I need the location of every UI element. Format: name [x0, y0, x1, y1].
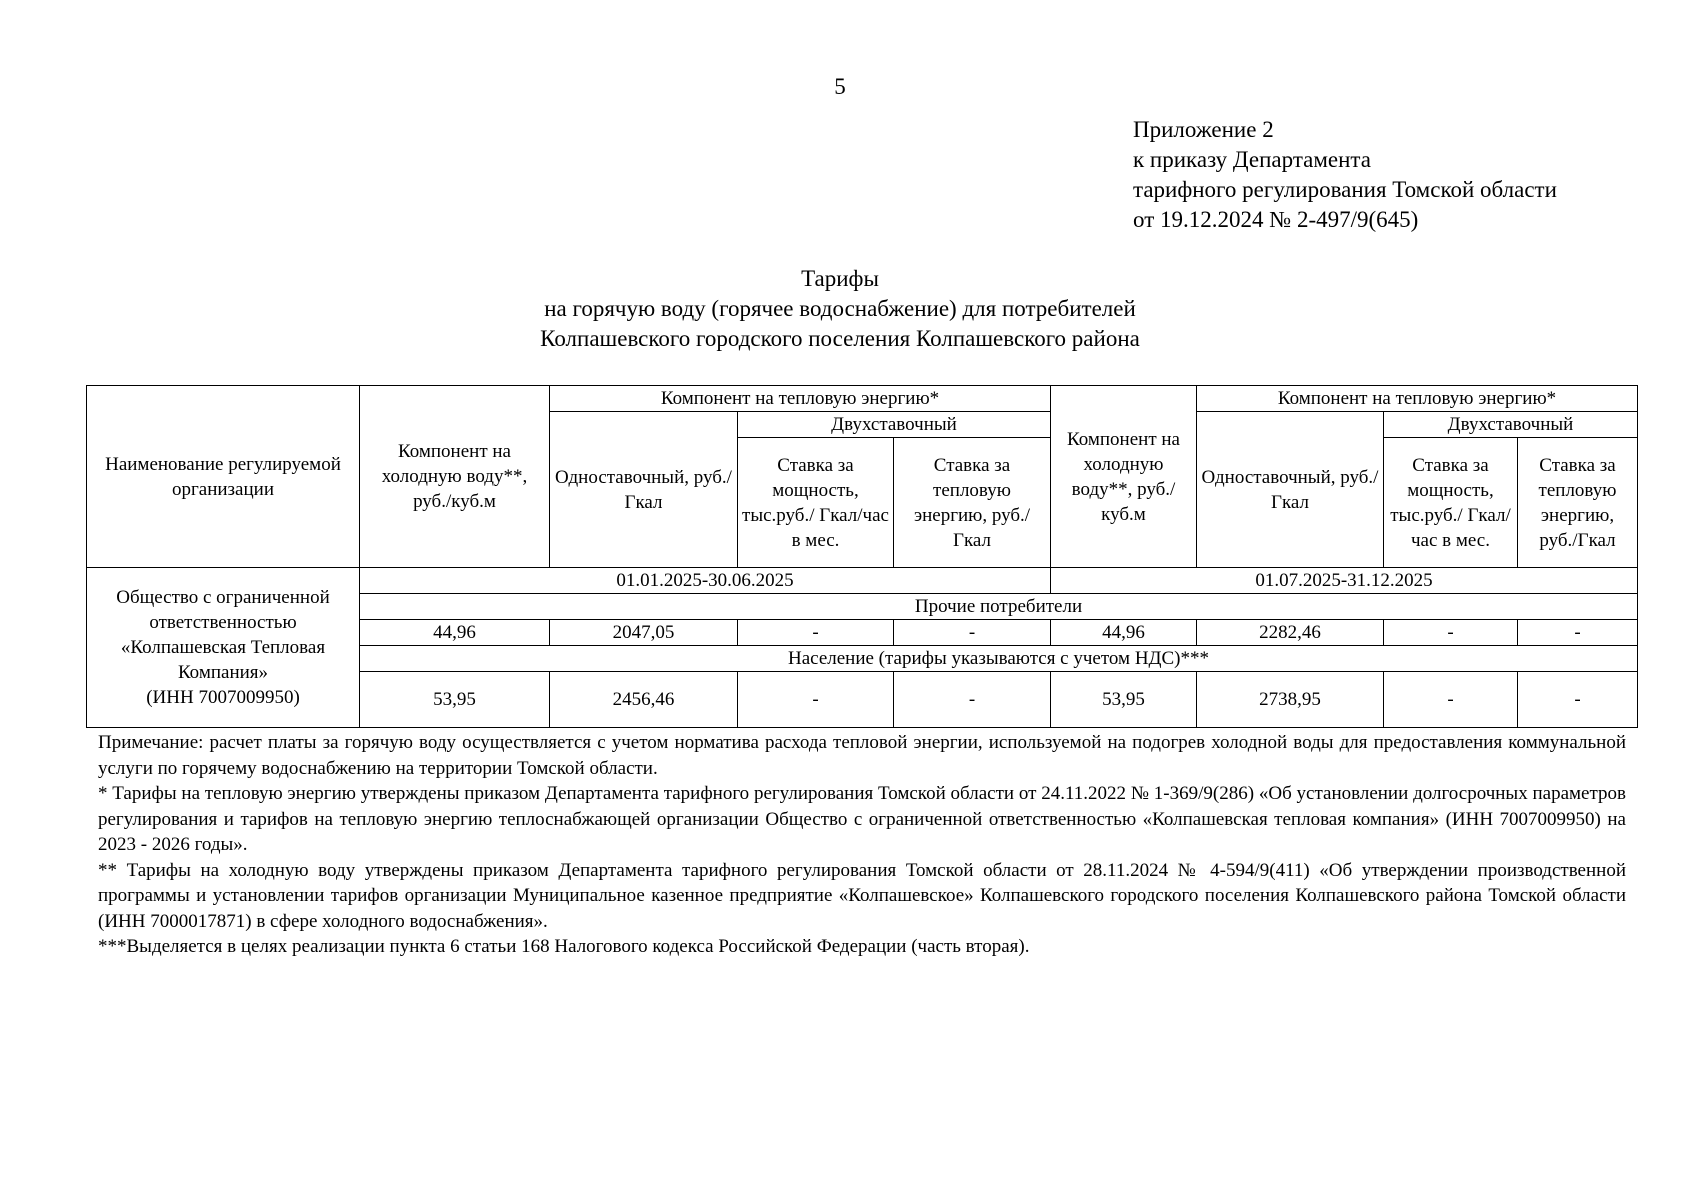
footnote-vat: ***Выделяется в целях реализации пункта 6 статьи 168 Налогового кодекса Российской Федерации (часть вторая). — [98, 936, 1030, 957]
header-org-name: Наименование регулируемой организации — [87, 386, 360, 568]
table-cell: 2047,05 — [550, 620, 738, 646]
table-cell: - — [1518, 620, 1638, 646]
header-heat-component-2: Компонент на тепловую энергию* — [1197, 386, 1638, 412]
header-two-rate: Двухставочный — [738, 412, 1051, 438]
header-cold-water-2: Компонент на холодную воду**, руб./куб.м — [1051, 386, 1197, 568]
org-name-line: «Колпашевская Тепловая Компания» — [120, 637, 326, 683]
group-population: Население (тарифы указываются с учетом НДС)*** — [360, 646, 1638, 672]
org-inn: (ИНН 7007009950) — [146, 687, 300, 708]
table-cell: - — [1384, 620, 1518, 646]
table-cell: 44,96 — [360, 620, 550, 646]
header-capacity-rate-2: Ставка за мощность, тыс.руб./ Гкал/час в мес. — [1384, 438, 1518, 568]
period-1: 01.01.2025-30.06.2025 — [360, 568, 1051, 594]
header-two-rate-2: Двухставочный — [1384, 412, 1638, 438]
appendix-line: от 19.12.2024 № 2-497/9(645) — [1133, 207, 1419, 232]
header-energy-rate: Ставка за тепловую энергию, руб./Гкал — [894, 438, 1051, 568]
footnotes — [98, 730, 1626, 960]
table-cell: 53,95 — [1051, 672, 1197, 728]
header-cold-water: Компонент на холодную воду**, руб./куб.м — [360, 386, 550, 568]
tariffs-table — [86, 385, 1638, 728]
table-cell: 53,95 — [360, 672, 550, 728]
title-line: Колпашевского городского поселения Колпашевского района — [540, 326, 1140, 351]
org-name-line: Общество с ограниченной ответственностью — [116, 587, 330, 633]
period-2: 01.07.2025-31.12.2025 — [1051, 568, 1638, 594]
title-line: на горячую воду (горячее водоснабжение) для потребителей — [544, 296, 1136, 321]
appendix-line: к приказу Департамента — [1133, 147, 1371, 172]
header-heat-component: Компонент на тепловую энергию* — [550, 386, 1051, 412]
page-number: 5 — [834, 74, 846, 99]
table-cell: - — [738, 672, 894, 728]
footnote-cold-water: ** Тарифы на холодную воду утверждены приказом Департамента тарифного регулирования Томской области от 28.11.2024 № 4-594/9(411) «Об утверждении производственной программы и установлении тарифов организации Муниципальное казенное предприятие «Колпашевское» Колпашевского городского поселения Колпашевского района Томской области (ИНН 7000017871) в сфере холодного водоснабжения». — [98, 859, 1626, 932]
group-other-consumers: Прочие потребители — [360, 594, 1638, 620]
table-cell: 2282,46 — [1197, 620, 1384, 646]
table-cell: - — [894, 672, 1051, 728]
header-single-rate-2: Одноставочный, руб./Гкал — [1197, 412, 1384, 568]
footnote-heat: * Тарифы на тепловую энергию утверждены приказом Департамента тарифного регулирования Томской области от 24.11.2022 № 1-369/9(286) «Об установлении долгосрочных параметров регулирования и тарифов на тепловую энергию теплоснабжающей организации Общество с ограниченной ответственностью «Колпашевская тепловая компания» (ИНН 7007009950) на 2023 - 2026 годы». — [98, 783, 1626, 855]
title-line: Тарифы — [801, 266, 879, 291]
table-cell: - — [738, 620, 894, 646]
appendix-header — [1133, 115, 1557, 235]
note-general: Примечание: расчет платы за горячую воду осуществляется с учетом норматива расхода тепловой энергии, используемой на подогрев холодной воды для предоставления коммунальной услуги по горячему водоснабжению на территории Томской области. — [98, 732, 1626, 779]
appendix-line: Приложение 2 — [1133, 117, 1274, 142]
table-cell: 2456,46 — [550, 672, 738, 728]
header-single-rate: Одноставочный, руб./Гкал — [550, 412, 738, 568]
table-cell: 44,96 — [1051, 620, 1197, 646]
appendix-line: тарифного регулирования Томской области — [1133, 177, 1557, 202]
table-cell: - — [1518, 672, 1638, 728]
document-title — [80, 264, 1600, 354]
table-cell: 2738,95 — [1197, 672, 1384, 728]
org-name-cell — [87, 568, 360, 728]
table-cell: - — [1384, 672, 1518, 728]
header-capacity-rate: Ставка за мощность, тыс.руб./ Гкал/час в мес. — [738, 438, 894, 568]
header-energy-rate-2: Ставка за тепловую энергию, руб./Гкал — [1518, 438, 1638, 568]
table-cell: - — [894, 620, 1051, 646]
